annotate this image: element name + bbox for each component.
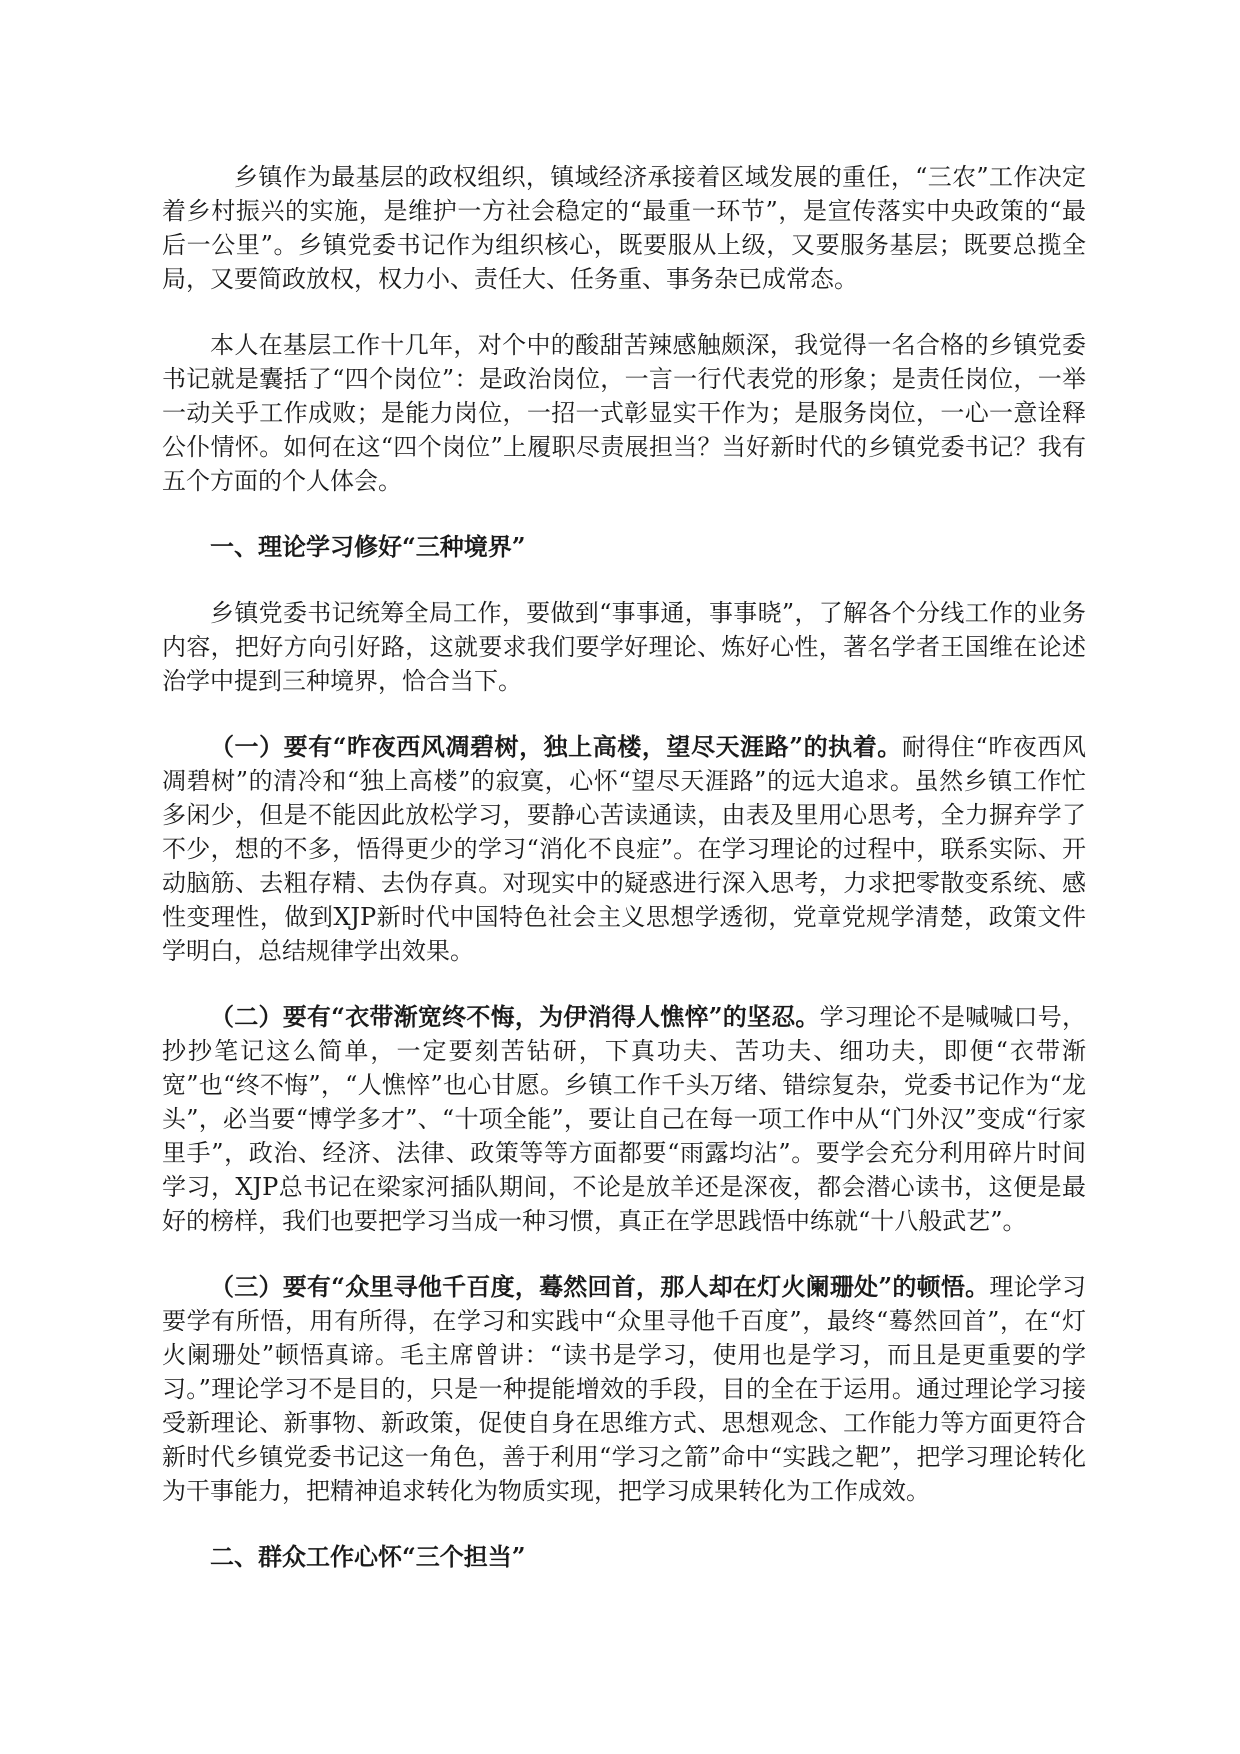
paragraph-realm-2 <box>162 1000 1086 1238</box>
paragraph-realm-1 <box>162 730 1086 968</box>
realm-1-lead: （一）要有“昨夜西风凋碧树，独上高楼，望尽天涯路”的执着。 <box>210 732 902 761</box>
paragraph-section1-intro: 乡镇党委书记统筹全局工作，要做到“事事通，事事晓”，了解各个分线工作的业务内容，把好方向引好路，这就要求我们要学好理论、炼好心性，著名学者王国维在论述治学中提到三种境界，恰合当下。 <box>162 599 1086 695</box>
paragraph-realm-3 <box>162 1270 1086 1508</box>
section-heading-2: 二、群众工作心怀“三个担当” <box>210 1542 526 1571</box>
document-page <box>162 160 1086 1606</box>
section-heading-1: 一、理论学习修好“三种境界” <box>210 532 526 561</box>
realm-2-body: 学习理论不是喊喊口号，抄抄笔记这么简单，一定要刻苦钻研，下真功夫、苦功夫、细功夫，即便“衣带渐宽”也“终不悔”，“人憔悴”也心甘愿。乡镇工作千头万绪、错综复杂，党委书记作为“龙头”，必当要“博学多才”、“十项全能”，要让自己在每一项工作中从“门外汉”变成“行家里手”，政治、经济、法律、政策等等方面都要“雨露均沾”。要学会充分利用碎片时间学习，XJP总书记在梁家河插队期间，不论是放羊还是深夜，都会潜心读书，这便是最好的榜样，我们也要把学习当成一种习惯，真正在学思践悟中练就“十八般武艺”。 <box>162 1003 1087 1235</box>
realm-3-lead: （三）要有“众里寻他千百度，蓦然回首，那人却在灯火阑珊处”的顿悟。 <box>210 1272 990 1301</box>
realm-2-lead: （二）要有“衣带渐宽终不悔，为伊消得人憔悴”的坚忍。 <box>210 1002 820 1031</box>
realm-3-body: 理论学习要学有所悟，用有所得，在学习和实践中“众里寻他千百度”，最终“蓦然回首”，在“灯火阑珊处”顿悟真谛。毛主席曾讲：“读书是学习，使用也是学习，而且是更重要的学习。”理论学习不是目的，只是一种提能增效的手段，目的全在于运用。通过理论学习接受新理论、新事物、新政策，促使自身在思维方式、思想观念、工作能力等方面更符合新时代乡镇党委书记这一角色，善于利用“学习之箭”命中“实践之靶”，把学习理论转化为干事能力，把精神追求转化为物质实现，把学习成果转化为工作成效。 <box>162 1273 1087 1505</box>
realm-1-body: 耐得住“昨夜西风凋碧树”的清冷和“独上高楼”的寂寞，心怀“望尽天涯路”的远大追求。虽然乡镇工作忙多闲少，但是不能因此放松学习，要静心苦读通读，由表及里用心思考，全力摒弃学了不少，想的不多，悟得更少的学习“消化不良症”。在学习理论的过程中，联系实际、开动脑筋、去粗存精、去伪存真。对现实中的疑惑进行深入思考，力求把零散变系统、感性变理性，做到XJP新时代中国特色社会主义思想学透彻，党章党规学清楚，政策文件学明白，总结规律学出效果。 <box>162 733 1086 965</box>
paragraph-intro: 乡镇作为最基层的政权组织，镇域经济承接着区域发展的重任，“三农”工作决定着乡村振兴的实施，是维护一方社会稳定的“最重一环节”，是宣传落实中央政策的“最后一公里”。乡镇党委书记作为组织核心，既要服从上级，又要服务基层；既要总揽全局，又要简政放权，权力小、责任大、任务重、事务杂已成常态。 <box>162 163 1086 293</box>
paragraph-four-posts: 本人在基层工作十几年，对个中的酸甜苦辣感触颇深，我觉得一名合格的乡镇党委书记就是囊括了“四个岗位”：是政治岗位，一言一行代表党的形象；是责任岗位，一举一动关乎工作成败；是能力岗位，一招一式彰显实干作为；是服务岗位，一心一意诠释公仆情怀。如何在这“四个岗位”上履职尽责展担当？当好新时代的乡镇党委书记？我有五个方面的个人体会。 <box>162 331 1086 495</box>
